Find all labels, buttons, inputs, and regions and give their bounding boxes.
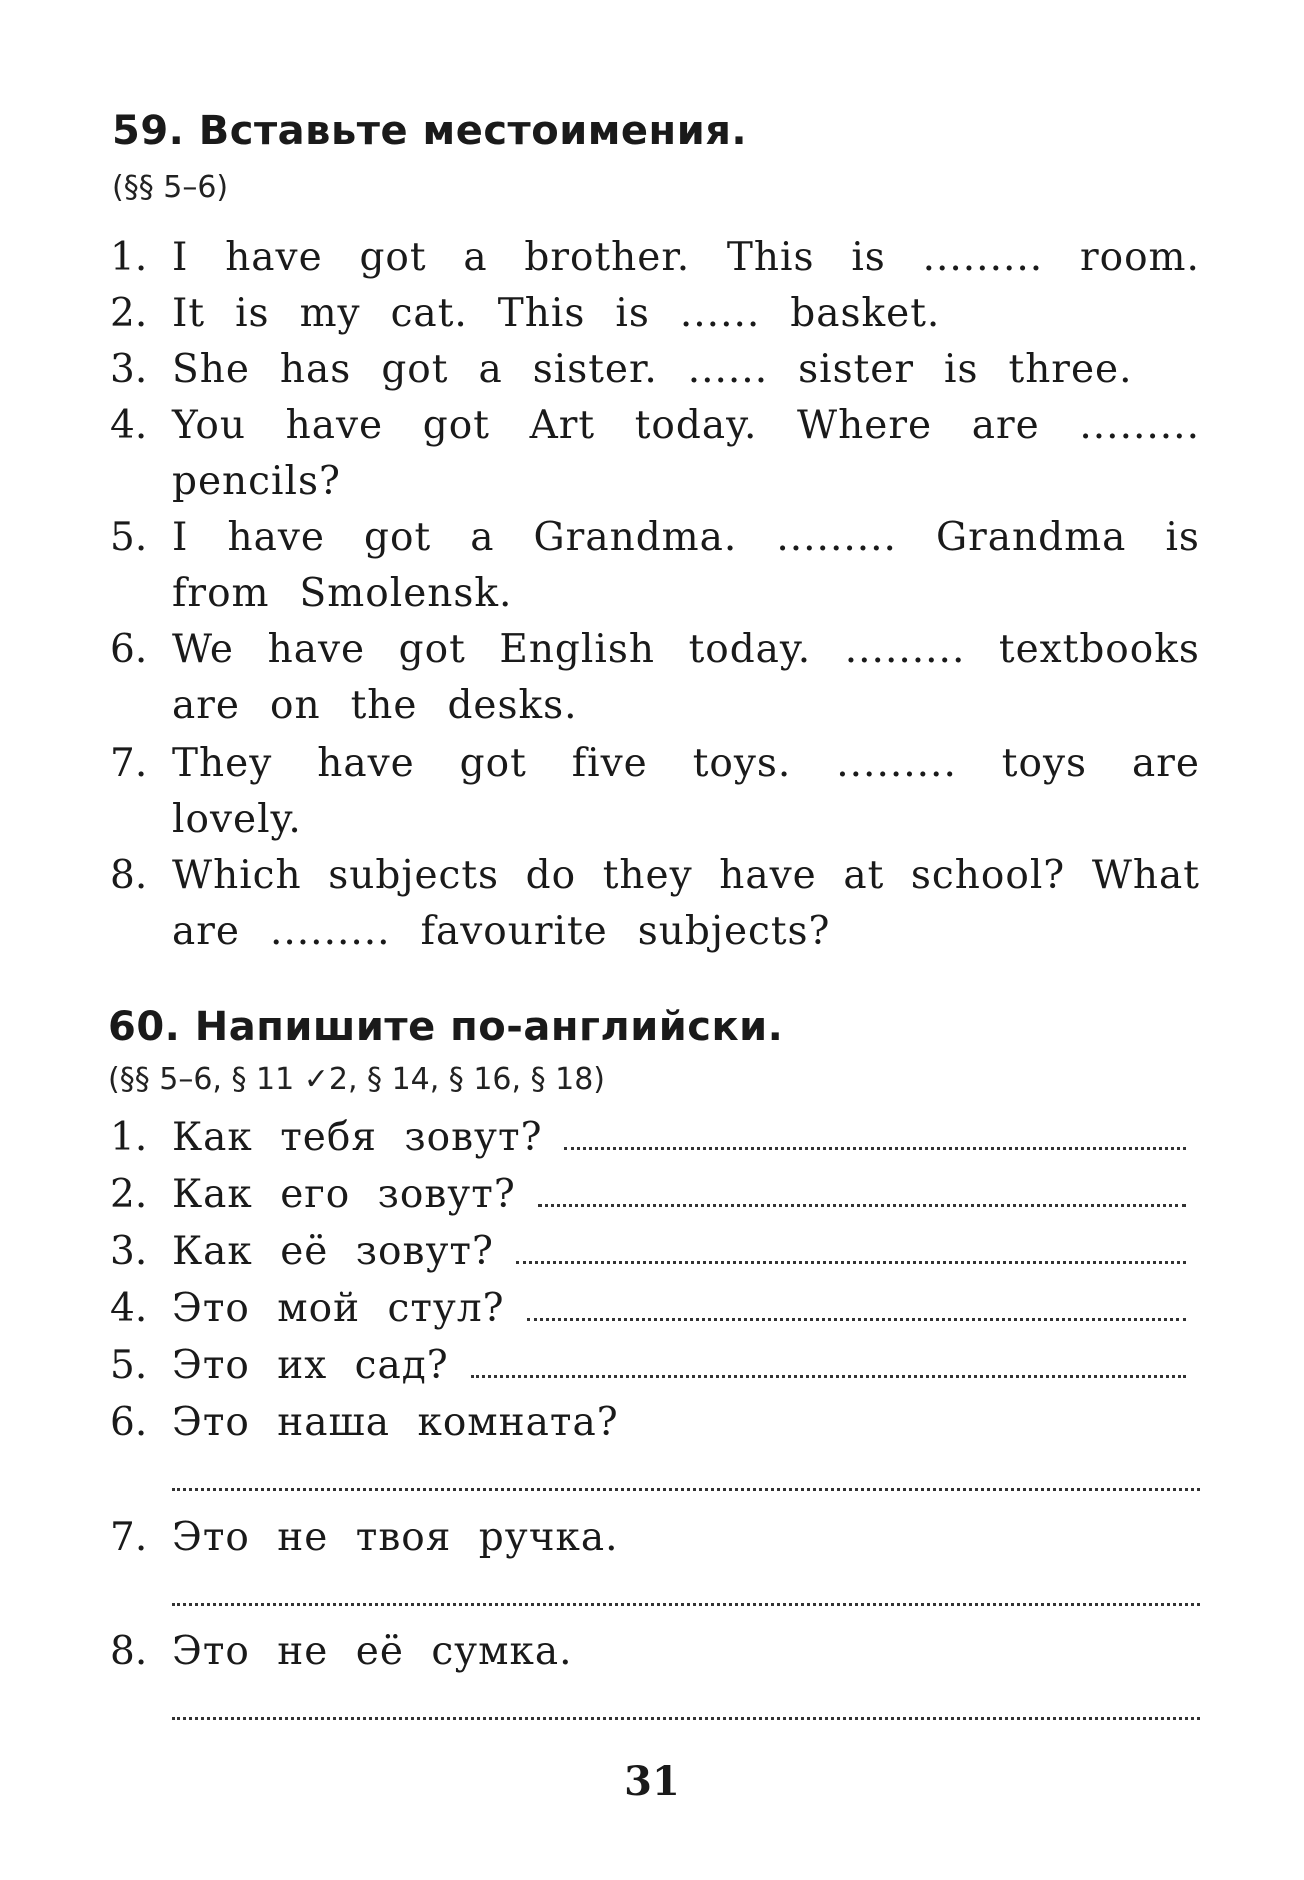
item-number: 6. xyxy=(110,627,148,672)
item-line xyxy=(172,1395,1200,1451)
answer-field-8[interactable] xyxy=(172,1717,1200,1720)
word: basket. xyxy=(790,291,941,336)
item-question: Это мой стул? xyxy=(172,1286,505,1331)
item-number: 6. xyxy=(110,1400,148,1445)
item-number: 8. xyxy=(110,853,148,898)
item-line xyxy=(172,1167,1200,1223)
word: We xyxy=(172,627,234,672)
exercise-59-item-3 xyxy=(110,342,1200,398)
word: three. xyxy=(1008,347,1133,392)
answer-field[interactable] xyxy=(516,1227,1186,1264)
word: I xyxy=(172,235,189,280)
exercise-59-item-6-cont xyxy=(110,678,1200,734)
blank-gap: ......... xyxy=(269,909,391,954)
word: is xyxy=(851,235,886,280)
item-line xyxy=(172,1281,1200,1337)
blank-gap: ...... xyxy=(679,291,761,336)
exercise-59-item-2 xyxy=(110,286,1200,342)
item-number: 2. xyxy=(110,1172,148,1217)
exercise-59-title: 59. Вставьте местоимения. xyxy=(112,108,748,154)
word: are xyxy=(172,909,240,954)
answer-field-6[interactable] xyxy=(172,1488,1200,1491)
exercise-59-item-4-cont xyxy=(110,454,1200,510)
blank-gap: ......... xyxy=(844,627,966,672)
item-line-1 xyxy=(172,342,1200,398)
answer-field[interactable] xyxy=(564,1113,1186,1150)
exercise-59-item-8 xyxy=(110,848,1200,904)
exercise-60-reference: (§§ 5–6, § 11 ✓2, § 14, § 16, § 18) xyxy=(108,1062,606,1097)
word: She xyxy=(172,347,250,392)
blank-gap: ......... xyxy=(922,235,1044,280)
word: desks. xyxy=(447,683,578,728)
exercise-60-item-7 xyxy=(110,1510,1200,1566)
word: today. xyxy=(688,627,812,672)
word: Grandma xyxy=(936,515,1127,560)
exercise-60-title: 60. Напишите по-английски. xyxy=(108,1004,784,1050)
word: Smolensk. xyxy=(299,571,513,616)
word: got xyxy=(364,515,432,560)
item-number: 5. xyxy=(110,515,148,560)
word: subjects xyxy=(328,853,500,898)
word: sister xyxy=(798,347,915,392)
word: brother. xyxy=(524,235,691,280)
item-line xyxy=(172,1224,1200,1280)
word: have xyxy=(719,853,817,898)
item-line xyxy=(172,1338,1200,1394)
answer-field-7[interactable] xyxy=(172,1603,1200,1606)
blank-gap: ......... xyxy=(836,741,957,786)
word: lovely. xyxy=(172,797,302,842)
item-number: 8. xyxy=(110,1629,148,1674)
exercise-59-item-5-cont xyxy=(110,566,1200,622)
answer-field[interactable] xyxy=(471,1341,1186,1378)
word: What xyxy=(1091,853,1200,898)
word: have xyxy=(285,403,384,448)
word: favourite xyxy=(420,909,608,954)
exercise-60-item-4 xyxy=(110,1281,1200,1337)
item-line-2 xyxy=(172,454,1200,510)
word: have xyxy=(267,627,366,672)
word: a xyxy=(478,347,503,392)
word: have xyxy=(225,235,323,280)
word: got xyxy=(422,403,490,448)
word: sister. xyxy=(532,347,658,392)
exercise-59-item-8-cont xyxy=(110,904,1200,960)
word: has xyxy=(279,347,352,392)
item-question: Это не её сумка. xyxy=(172,1629,573,1674)
item-number: 5. xyxy=(110,1343,148,1388)
item-line-1 xyxy=(172,286,1200,342)
word: they xyxy=(602,853,693,898)
word: Which xyxy=(172,853,302,898)
item-number: 7. xyxy=(110,741,148,786)
item-number: 1. xyxy=(110,1115,148,1160)
item-number: 3. xyxy=(110,1229,148,1274)
exercise-59-item-6 xyxy=(110,622,1200,678)
word: got xyxy=(398,627,466,672)
word: school? xyxy=(910,853,1066,898)
exercise-60-item-8 xyxy=(110,1624,1200,1680)
word: have xyxy=(317,741,415,786)
item-number: 1. xyxy=(110,235,148,280)
item-question: Это наша комната? xyxy=(172,1400,619,1445)
answer-field[interactable] xyxy=(527,1284,1186,1321)
word: subjects? xyxy=(637,909,831,954)
word: is xyxy=(235,291,270,336)
word: They xyxy=(172,741,273,786)
word: today. xyxy=(634,403,758,448)
exercise-59-reference: (§§ 5–6) xyxy=(112,170,229,205)
word: I xyxy=(172,515,189,560)
item-question: Это не твоя ручка. xyxy=(172,1515,619,1560)
item-line-1 xyxy=(172,848,1200,904)
word: This xyxy=(726,235,815,280)
word: It xyxy=(172,291,206,336)
exercise-60-item-3 xyxy=(110,1224,1200,1280)
item-question: Как её зовут? xyxy=(172,1229,494,1274)
item-number: 3. xyxy=(110,347,148,392)
exercise-59-item-4 xyxy=(110,398,1200,454)
exercise-59-item-7-cont xyxy=(110,792,1200,848)
blank-gap: ......... xyxy=(1079,403,1200,448)
item-line-2 xyxy=(172,566,1200,622)
exercise-60-item-1 xyxy=(110,1110,1200,1166)
item-question: Как его зовут? xyxy=(172,1172,516,1217)
word: pencils? xyxy=(172,459,341,504)
word: Where xyxy=(797,403,933,448)
word: have xyxy=(227,515,325,560)
exercise-59-item-7 xyxy=(110,736,1200,792)
word: are xyxy=(172,683,240,728)
word: is xyxy=(615,291,650,336)
exercise-60-item-2 xyxy=(110,1167,1200,1223)
word: from xyxy=(172,571,270,616)
item-question: Это их сад? xyxy=(172,1343,449,1388)
word: Art xyxy=(529,403,596,448)
word: my xyxy=(299,291,361,336)
word: are xyxy=(971,403,1040,448)
item-number: 7. xyxy=(110,1515,148,1560)
word: is xyxy=(944,347,979,392)
blank-gap: ...... xyxy=(687,347,769,392)
word: room. xyxy=(1079,235,1200,280)
item-line-2 xyxy=(172,904,1200,960)
word: got xyxy=(459,741,527,786)
item-line-1 xyxy=(172,230,1200,286)
word: do xyxy=(525,853,577,898)
exercise-59-item-5 xyxy=(110,510,1200,566)
answer-field[interactable] xyxy=(538,1170,1186,1207)
word: is xyxy=(1165,515,1200,560)
word: You xyxy=(172,403,246,448)
blank-gap: ......... xyxy=(776,515,897,560)
word: five xyxy=(571,741,648,786)
item-line xyxy=(172,1110,1200,1166)
item-line xyxy=(172,1624,1200,1680)
exercise-59-item-1 xyxy=(110,230,1200,286)
item-line-2 xyxy=(172,792,1200,848)
word: got xyxy=(359,235,427,280)
word: cat. xyxy=(390,291,468,336)
exercise-60-item-6 xyxy=(110,1395,1200,1451)
page-number: 31 xyxy=(624,1758,680,1805)
exercise-60-item-5 xyxy=(110,1338,1200,1394)
word: at xyxy=(843,853,885,898)
word: English xyxy=(499,627,655,672)
word: a xyxy=(470,515,495,560)
word: on xyxy=(269,683,321,728)
item-line xyxy=(172,1510,1200,1566)
item-line-1 xyxy=(172,398,1200,454)
word: are xyxy=(1131,741,1200,786)
word: textbooks xyxy=(998,627,1200,672)
item-number: 4. xyxy=(110,1286,148,1331)
word: a xyxy=(463,235,488,280)
item-line-1 xyxy=(172,510,1200,566)
item-line-2 xyxy=(172,678,1200,734)
item-number: 4. xyxy=(110,403,148,448)
word: Grandma. xyxy=(533,515,738,560)
word: the xyxy=(350,683,418,728)
word: got xyxy=(381,347,449,392)
word: This xyxy=(497,291,586,336)
item-line-1 xyxy=(172,736,1200,792)
word: toys. xyxy=(692,741,792,786)
item-number: 2. xyxy=(110,291,148,336)
item-question: Как тебя зовут? xyxy=(172,1115,543,1160)
word: toys xyxy=(1001,741,1087,786)
item-line-1 xyxy=(172,622,1200,678)
